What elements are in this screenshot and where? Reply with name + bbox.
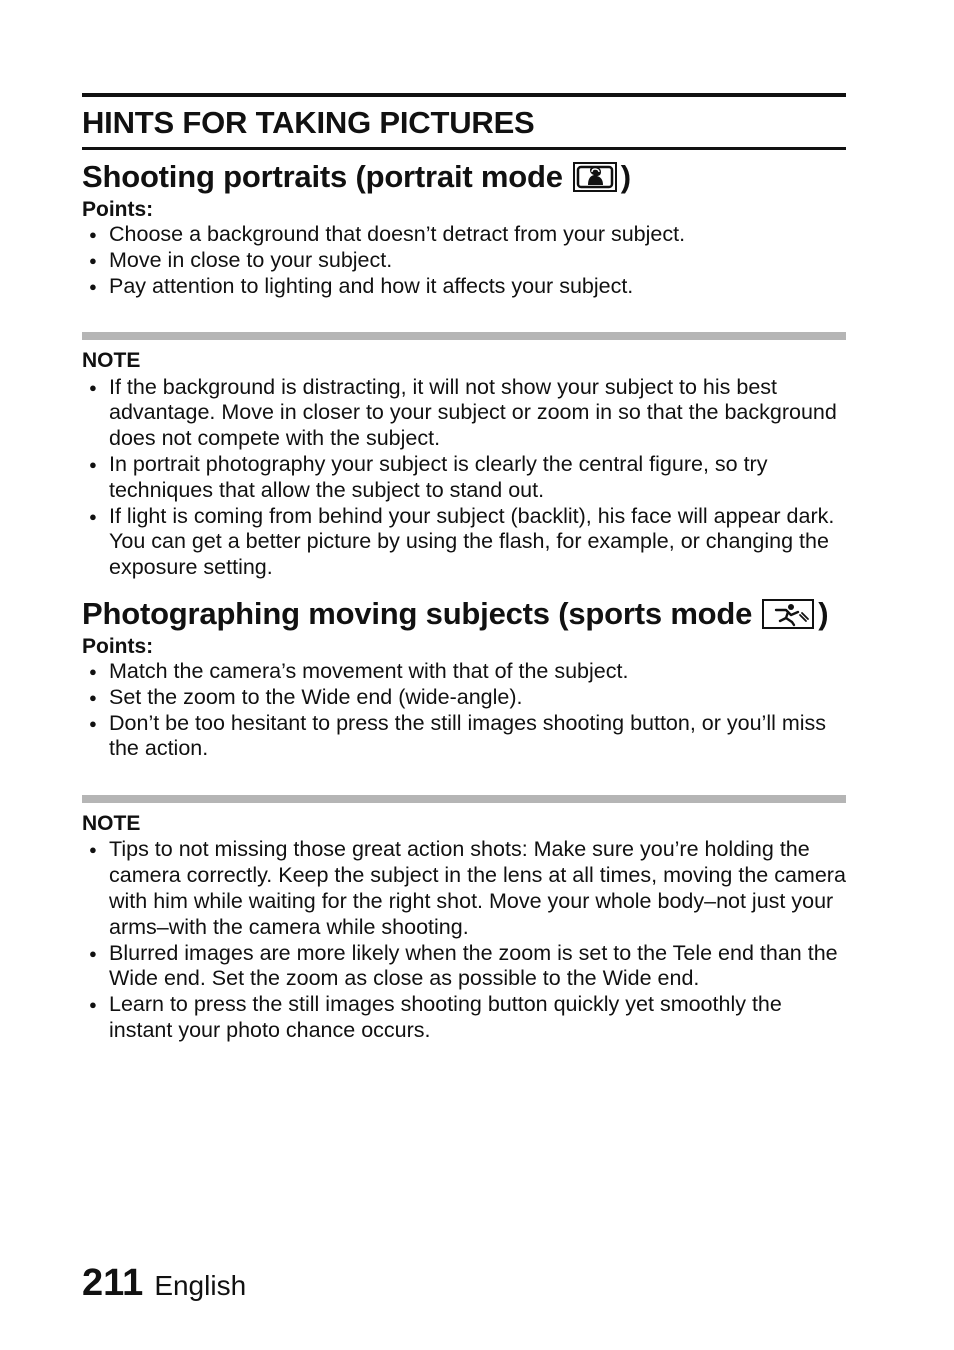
list-item: ● Tips to not missing those great action shots: Make sure you’re holding the camera correctly. Keep the subject in the lens at all times, moving the camera with him while waiting for the right shot. Move your whole body–not just your arms–with the camera while shooting. <box>82 837 846 940</box>
points-label: Points: <box>82 634 154 658</box>
list-item: ● Blurred images are more likely when the zoom is set to the Tele end than the Wide end. Set the zoom as close as possible to the Wide end. <box>82 941 846 993</box>
list-item: ● In portrait photography your subject is clearly the central figure, so try techniques that allow the subject to stand out. <box>82 452 846 504</box>
section-title-sports <box>82 595 846 634</box>
notes-list <box>82 837 846 1043</box>
section-portrait-mode <box>82 158 846 581</box>
page-number: 211 <box>82 1262 144 1304</box>
note-label: NOTE <box>82 812 141 836</box>
list-item: ● Choose a background that doesn’t detract from your subject. <box>82 222 846 248</box>
list-item: ● Set the zoom to the Wide end (wide-angle). <box>82 685 846 711</box>
section-title-text: Photographing moving subjects (sports mode <box>82 596 753 632</box>
list-item: ● Learn to press the still images shooting button quickly yet smoothly the instant your photo chance occurs. <box>82 992 846 1044</box>
points-list <box>82 659 846 762</box>
section-title-text: Shooting portraits (portrait mode <box>82 159 563 195</box>
chapter-title: HINTS FOR TAKING PICTURES <box>82 97 846 150</box>
page-language: English <box>154 1270 247 1301</box>
list-item: ● Pay attention to lighting and how it affects your subject. <box>82 274 846 300</box>
section-title-close: ) <box>620 159 631 195</box>
list-item: ● Move in close to your subject. <box>82 248 846 274</box>
note-label: NOTE <box>82 349 141 373</box>
list-item: ● Don’t be too hesitant to press the still images shooting button, or you’ll miss the action. <box>82 711 846 763</box>
section-title-close: ) <box>818 596 829 632</box>
page-content <box>82 93 846 1044</box>
section-title-portrait <box>82 158 846 197</box>
list-item: ● If light is coming from behind your subject (backlit), his face will appear dark. You can get a better picture by using the flash, for example, or changing the exposure setting. <box>82 504 846 581</box>
section-sports-mode <box>82 595 846 1044</box>
sports-mode-icon <box>762 599 814 629</box>
page-footer <box>82 1262 246 1305</box>
points-label: Points: <box>82 197 154 221</box>
note-divider <box>82 332 846 340</box>
portrait-mode-icon <box>573 162 617 192</box>
notes-list <box>82 375 846 581</box>
note-divider <box>82 795 846 803</box>
list-item: ● Match the camera’s movement with that of the subject. <box>82 659 846 685</box>
list-item: ● If the background is distracting, it will not show your subject to his best advantage. Move in closer to your subject or zoom in so that the background does not compete with the subject. <box>82 375 846 452</box>
points-list <box>82 222 846 299</box>
